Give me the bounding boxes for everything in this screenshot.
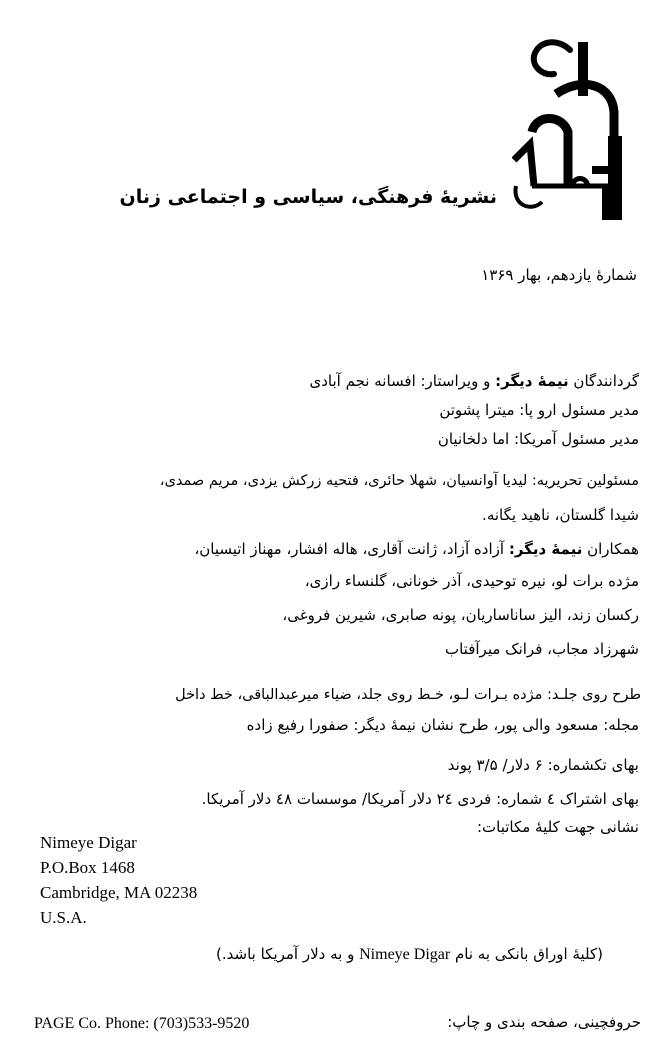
contributors-label: همکاران [587, 540, 639, 558]
bank-note-after: و به دلار آمریکا باشد.) [216, 945, 355, 963]
design-line-2: مجله: مسعود والی پور، طرح نشان نیمهٔ دیگر: صفورا رفیع زاده [246, 716, 639, 734]
contributors-line-1 [194, 538, 639, 560]
bank-note-name: Nimeye Digar [359, 946, 451, 963]
issue-line: شمارهٔ یازدهم، بهار ۱۳۶۹ [481, 266, 637, 284]
contributors-line-4: شهرزاد مجاب، فرانک میرآفتاب [444, 640, 639, 658]
contributors-publication-title: نیمهٔ دیگر: [508, 540, 583, 558]
bank-note-before: (کلیهٔ اوراق بانکی به نام [454, 945, 603, 963]
contributors-line-2: مژده برات لو، نیره توحیدی، آذر خونانی، گلنساء رازی، [304, 572, 639, 590]
contributors-line-1-rest: آزاده آزاد، ژانت آقاری، هاله افشار، مهناز اتیسیان، [194, 540, 505, 558]
address-country: U.S.A. [40, 908, 87, 927]
typesetting-label: حروفچینی، صفحه بندی و چاپ: [447, 1013, 641, 1031]
editors-line-1-rest: و ویراستار: افسانه نجم آبادی [309, 372, 491, 390]
contributors-line-3: رکسان زند، الیز ساناساریان، پونه صابری، شیرین فروغی، [282, 606, 639, 624]
nimeye-digar-logo [512, 36, 624, 224]
design-line-1: طرح روی جلـد: مژده بـرات لـو، خـط روی جلد، ضیاء میرعبدالباقی، خط داخل [175, 687, 641, 703]
editorial-board-line-2: شیدا گلستان، ناهید یگانه. [482, 506, 639, 524]
address-city: Cambridge, MA 02238 [40, 883, 198, 902]
tagline: نشریهٔ فرهنگی، سیاسی و اجتماعی زنان [119, 186, 497, 208]
editors-line-2: مدیر مسئول ارو پا: میترا پشوتن [439, 401, 639, 419]
address-box: P.O.Box 1468 [40, 858, 135, 877]
editors-label: گردانندگان [573, 372, 639, 390]
address-label: نشانی جهت کلیهٔ مکاتبات: [476, 818, 639, 836]
bank-note [216, 945, 603, 964]
single-issue-price: بهای تکشماره: ۶ دلار/ ۳/۵ پوند [447, 756, 639, 774]
editors-line-1 [310, 370, 639, 392]
address-name: Nimeye Digar [40, 833, 137, 852]
subscription-price: بهای اشتراک ٤ شماره: فردی ۲٤ دلار آمریکا/ موسسات ٤۸ دلار آمریکا. [201, 790, 639, 808]
editorial-board-line-1: مسئولین تحریریه: لیدیا آوانسیان، شهلا حائری، فتحیه زرکش یزدی، مریم صمدی، [159, 473, 639, 489]
publication-title: نیمهٔ دیگر: [495, 372, 569, 390]
printer-company: PAGE Co. Phone: (703)533-9520 [34, 1015, 250, 1032]
editors-line-3: مدیر مسئول آمریکا: اما دلخانیان [437, 430, 639, 448]
